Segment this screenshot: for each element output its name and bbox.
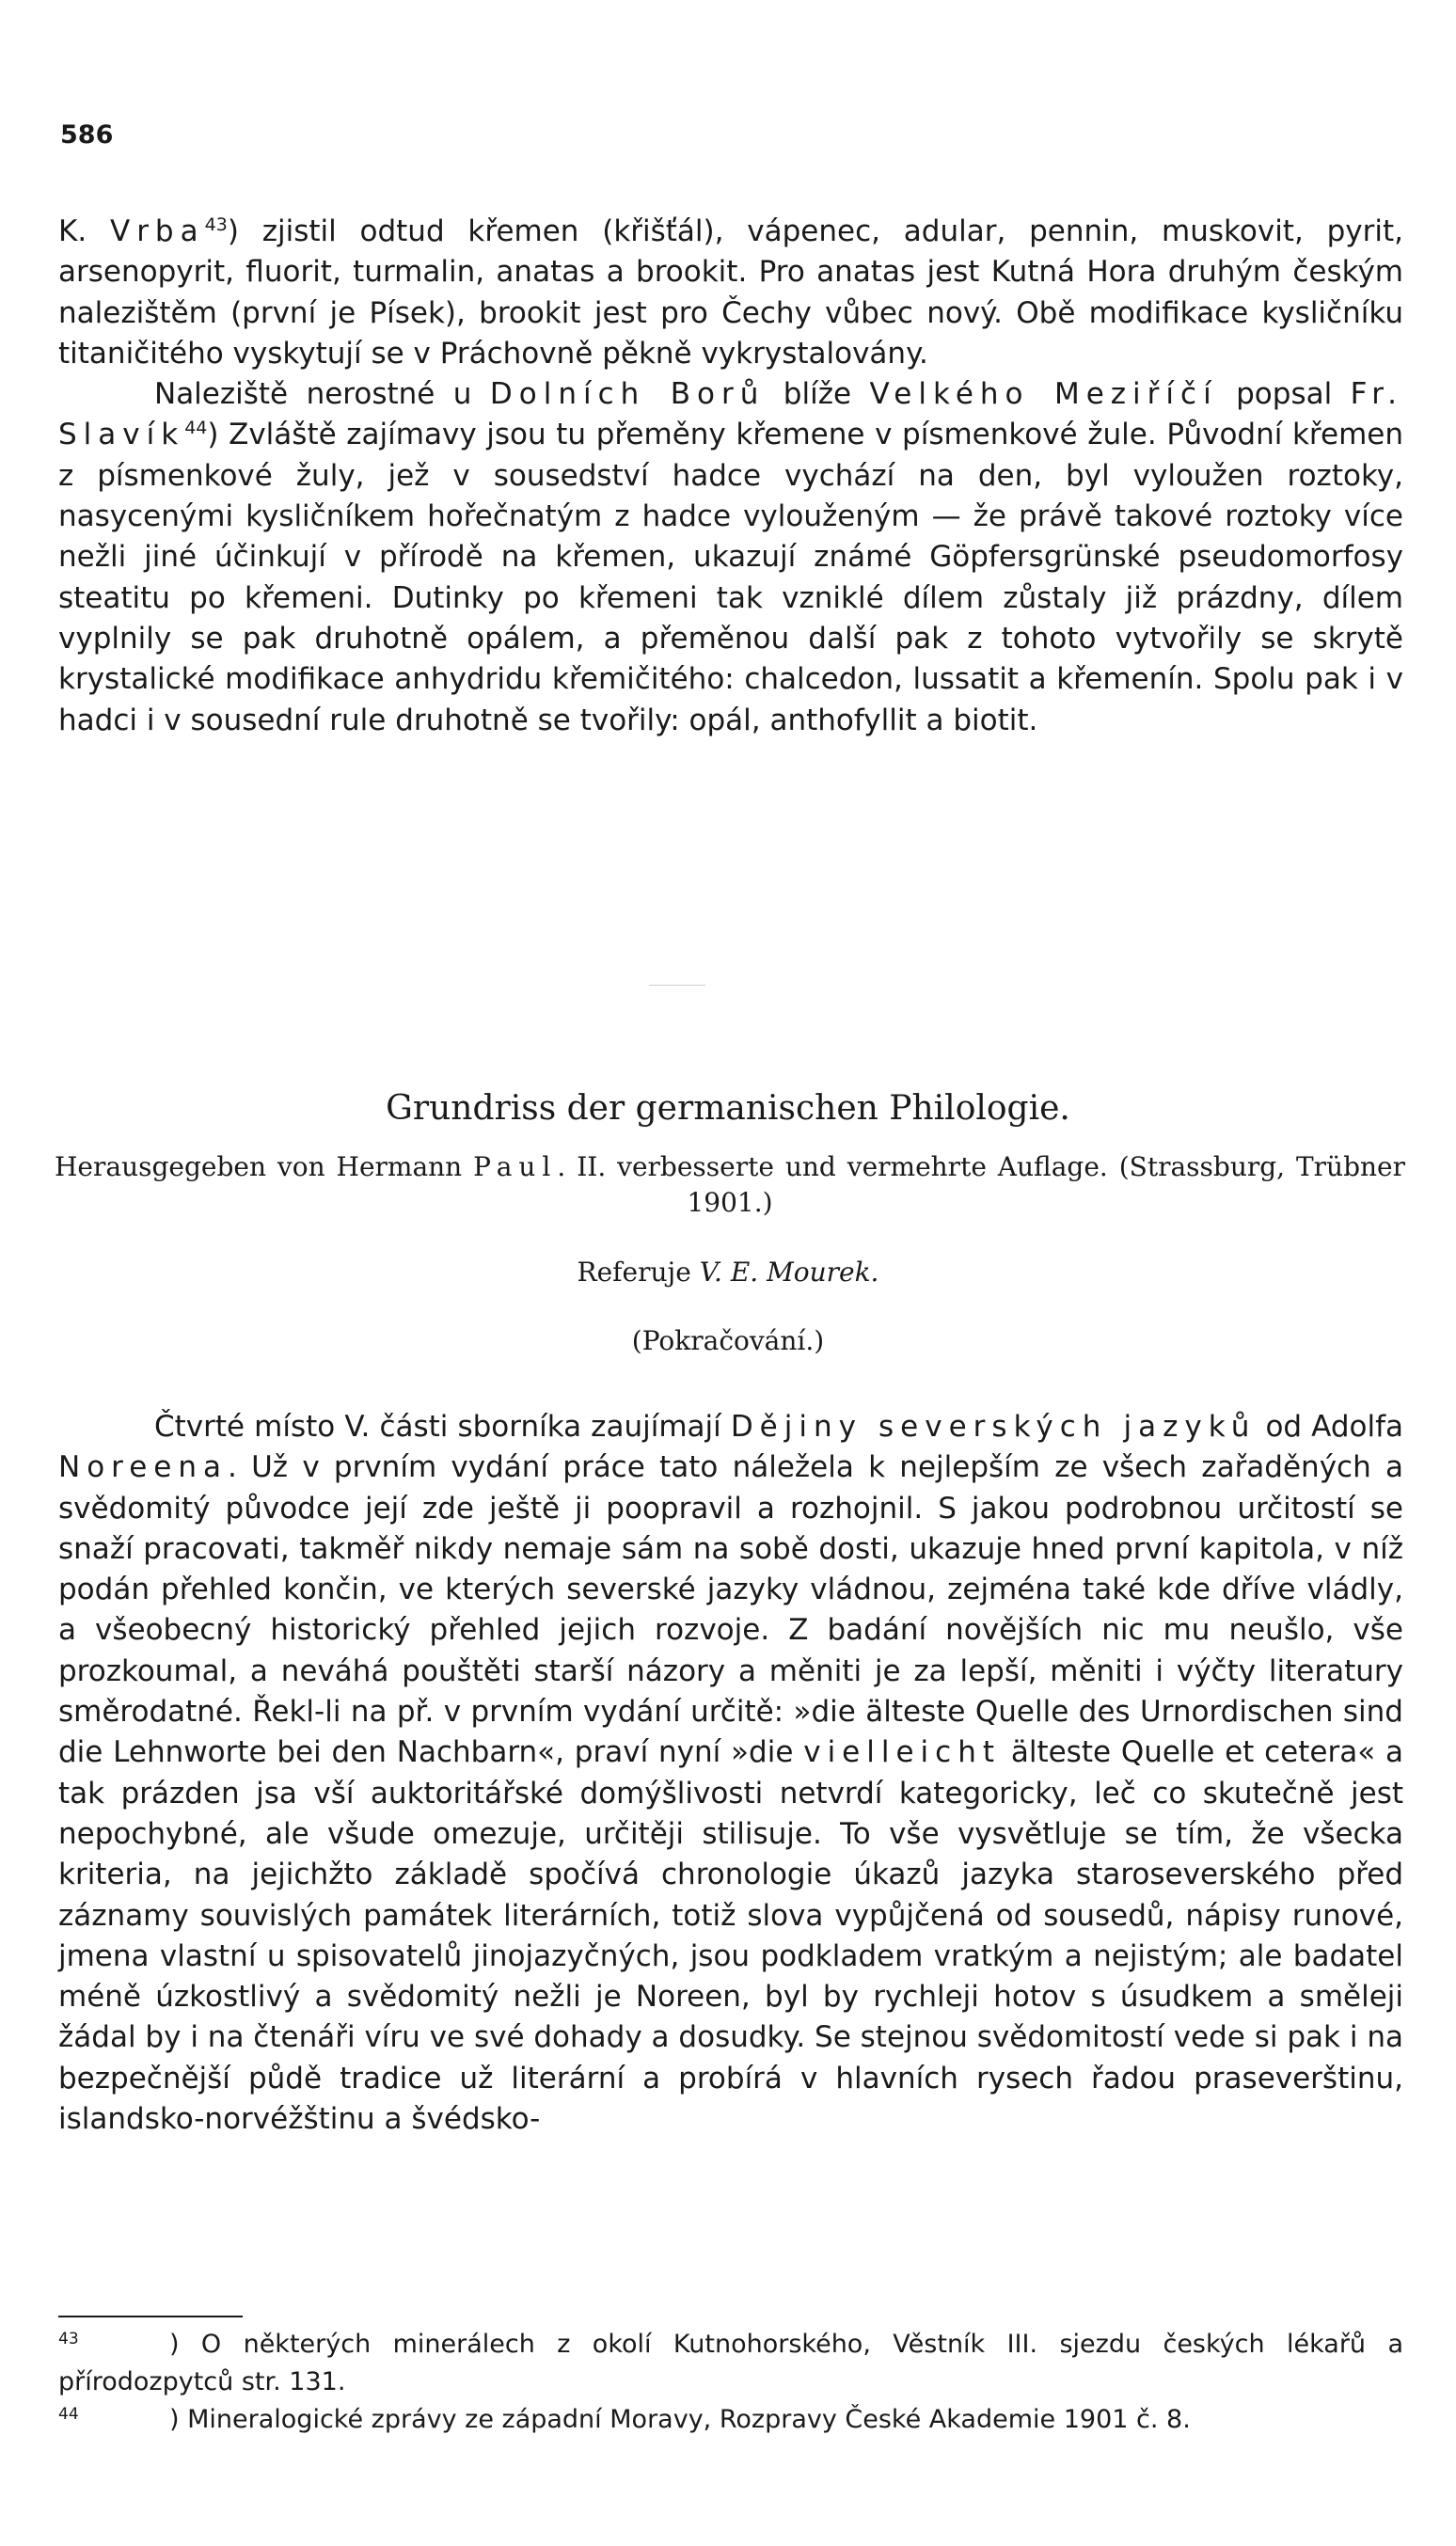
page-number: 586 — [60, 120, 114, 150]
reviewer-name: V. E. Mourek. — [699, 1257, 879, 1288]
paragraph-noreen: Čtvrté místo V. části sborníka zaujímají Dějiny severských jazyků od Adolfa Noreena. Už v prvním vydání práce tato náležela k nejlepším ze všech zařaděných a svědomitý původce její zde ještě ji poopravil a rozhojnil. S jakou podrobnou určitostí se snaží pracovati, takměř nikdy nemaje sám na sobě dosti, ukazuje hned první kapitola, v níž podán přehled končin, ve kterých severské jazyky vládnou, zejména také kde dříve vládly, a všeobecný historický přehled jejich rozvoje. Z badání novějších nic mu neušlo, vše prozkoumal, a neváhá pouštěti starší názory a měniti je za lepší, měniti i výčty literatury směrodatné. Řekl-li na př. v prvním vydání určitě: »die älteste Quelle des Urnordischen sind die Lehnworte bei den Nachbarn«, praví nyní »die vielleicht älteste Quelle et cetera« a tak prázden jsa vší auktoritářské domýšlivosti netvrdí kategoricky, leč co skutečně jest nepochybné, ale všude omezuje, určitěji stilisuje. To vše vysvětluje se tím, že všecka kriteria, na jejichžto základě spočívá chronologie úkazů jazyka staroseverského před záznamy souvislých památek literárních, totiž slova vypůjčená od sousedů, nápisy runové, jmena vlastní u spisovatelů jinojazyčných, jsou podkladem vratkým a nejistým; ale badatel méně úzkostlivý a svědomitý nežli je Noreen, byl by rychleji hotov s úsudkem a směleji žádal by i na čtenáři víru ve své dohady a dosudky. Se stejnou svědomitostí vede si pak i na bezpečnější půdě tradice už literární a probírá v hlavních rysech řadou praseverštinu, islandsko-norvéžštinu a švédsko- — [58, 1410, 1403, 2137]
editor-name: Paul — [473, 1151, 558, 1182]
place-name: Dolních Borů — [489, 377, 766, 412]
footnote-number: 44 — [58, 2405, 79, 2424]
review-title: Grundriss der germanischen Philologie. — [386, 1089, 1070, 1128]
review-body — [58, 1407, 1403, 2140]
footnote-ref-43[interactable]: 43 — [204, 214, 228, 235]
footnotes — [58, 2326, 1403, 2439]
author-name: Vrba — [109, 214, 205, 248]
footnote-ref-44[interactable]: 44 — [184, 418, 208, 439]
footnote-rule — [58, 2316, 243, 2317]
emphasized-word: vielleicht — [803, 1735, 1002, 1770]
reviewer-line: Referuje V. E. Mourek. — [577, 1257, 879, 1288]
review-subtitle: Herausgegeben von Hermann Paul. II. verbesserte und vermehrte Auflage. (Strassburg, Trübner 1901.) — [55, 1151, 1405, 1218]
continued-note: (Pokračování.) — [631, 1325, 825, 1356]
work-title: Dějiny severských jazyků — [730, 1410, 1257, 1444]
paragraph-slavik: Naleziště nerostné u Dolních Borů blíže Velkého Meziříčí popsal Fr. Slavík$^{44}$) Zvláště zajímavy jsou tu přeměny křemene v písmenkové žule. Původní křemen z písmenkové žuly, jež v sousedství hadce vychází na den, byl vyloužen roztoky, nasycenými kysličníkem hořečnatým z hadce vylouženým — že právě takové roztoky více nežli jiné účinkují v přírodě na křemen, ukazují známé Göpfersgrünské pseudomorfosy steatitu po křemeni. Dutinky po křemeni tak vzniklé dílem zůstaly již prázdny, dílem vyplnily se pak druhotně opálem, a přeměnou další pak z tohoto vytvořily se skrytě krystalické modifikace anhydridu křemičitého: chalcedon, lussatit a křemenín. Spolu pak i v hadci i v sousední rule druhotně se tvořily: opál, anthofyllit a biotit. — [58, 377, 1403, 737]
footnote-number: 43 — [58, 2330, 79, 2348]
section-divider — [649, 985, 705, 986]
footnote-43: $^{43}$ ) O některých minerálech z okolí Kutnohorského, Věstník III. sjezdu českých lékařů a přírodozpytců str. 131. — [58, 2330, 1403, 2396]
city-name: Velkého Meziříčí — [869, 377, 1218, 412]
mineralogy-section — [58, 212, 1403, 741]
footnote-44: $^{44}$ ) Mineralogické zprávy ze západní Moravy, Rozpravy České Akademie 1901 č. 8. — [58, 2405, 1191, 2434]
author-name: Noreena — [58, 1450, 229, 1485]
author-name: Fr. Slavík — [58, 377, 1403, 452]
paragraph-vrba: K. Vrba$^{43}$) zjistil odtud křemen (křišťál), vápenec, adular, pennin, muskovit, pyrit, arsenopyrit, fluorit, turmalin, anatas a brookit. Pro anatas jest Kutná Hora druhým českým nalezištěm (první je Písek), brookit jest pro Čechy vůbec nový. Obě modifikace kysličníku titaničitého vyskytují se v Práchovně pěkně vykrystalovány. — [58, 214, 1403, 371]
